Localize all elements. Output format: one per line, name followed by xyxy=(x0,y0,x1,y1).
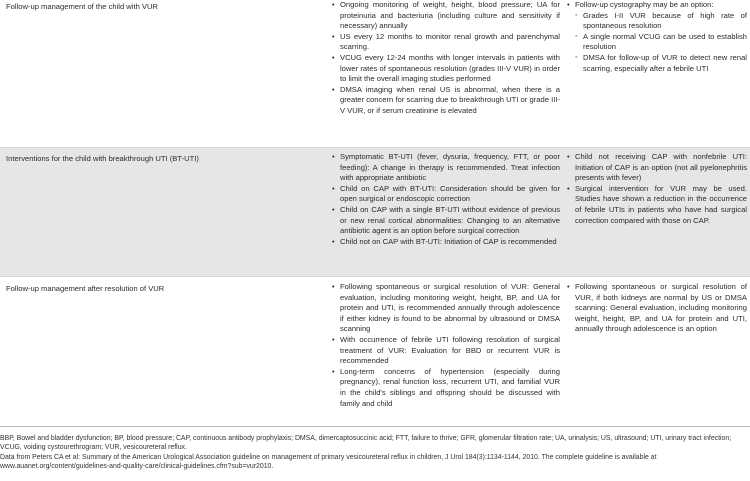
list-item: • Child on CAP with a single BT-UTI without evidence of previous or new renal cortical abnormalities: Changing to an alternative antibiotic agent is an option before surgical correction xyxy=(332,205,560,237)
row-label: Follow-up management after resolution of VUR xyxy=(6,284,165,293)
recommendations-cell xyxy=(332,0,560,117)
list-item: • Ongoing monitoring of weight, height, blood pressure; UA for proteinuria and bacteriuria (including culture and sensitivity if necessary) annually xyxy=(332,0,560,32)
sub-list-item: ◦ A single normal VCUG can be used to establish resolution xyxy=(575,32,747,53)
options-cell xyxy=(567,0,747,74)
list-item: • Child not receiving CAP with nonfebrile UTI: Initiation of CAP is an option (not all pyelonephritis presents with fever) xyxy=(567,152,747,184)
table-row xyxy=(0,277,750,427)
table-row xyxy=(0,148,750,277)
list-item: • Follow-up cystography may be an option: xyxy=(567,0,747,11)
row-label: Follow-up management of the child with VUR xyxy=(6,2,158,11)
list-item: • Following spontaneous or surgical resolution of VUR: General evaluation, including monitoring weight, height, BP, and UA for protein and UTI, is recommended annually through adolescence if either kidney is found to be abnormal by ultrasound or DMSA scanning xyxy=(332,282,560,335)
list-item: • With occurrence of febrile UTI following resolution of surgical treatment of VUR: Evaluation for BBD or recurrent VUR is recommended xyxy=(332,335,560,367)
recommendations-cell xyxy=(332,282,560,409)
list-item: • Long-term concerns of hypertension (especially during pregnancy), renal function loss, recurrent UTI, and familial VUR in the child's siblings and offspring should be discussed with family and child xyxy=(332,367,560,409)
list-item: • DMSA imaging when renal US is abnormal, when there is a greater concern for scarring due to breakthrough UTI or grade III-V VUR, or if serum creatinine is elevated xyxy=(332,85,560,117)
row-label: Interventions for the child with breakthrough UTI (BT-UTI) xyxy=(6,154,199,163)
list-item: • Surgical intervention for VUR may be used. Studies have shown a reduction in the occurrence of febrile UTIs in patients who have had surgical correction compared with those on CAP. xyxy=(567,184,747,226)
sub-list-item: ◦ DMSA for follow-up of VUR to detect new renal scarring, especially after a febrile UTI xyxy=(575,53,747,74)
source-note: Data from Peters CA et al: Summary of the American Urological Association guideline on management of primary vesicoureteral reflux in children, J Urol 184(3):1134-1144, 2010. The complete guideline is available at www.auanet.org/content/guidelines-and-quality-care/clinical-guidelines.cfm?sub=vur2010. xyxy=(0,453,657,470)
options-cell xyxy=(567,282,747,335)
table-footnote xyxy=(0,434,750,471)
list-item: • US every 12 months to monitor renal growth and parenchymal scarring. xyxy=(332,32,560,53)
table-row xyxy=(0,0,750,148)
list-item: • VCUG every 12-24 months with longer intervals in patients with lower rates of spontaneous resolution (grades III-V VUR) in order to limit the overall imaging studies performed xyxy=(332,53,560,85)
list-item: • Symptomatic BT-UTI (fever, dysuria, frequency, FTT, or poor feeding): A change in therapy is recommended. Treat infection with appropriate antibiotic xyxy=(332,152,560,184)
list-item: • Child not on CAP with BT-UTI: Initiation of CAP is recommended xyxy=(332,237,560,248)
list-item: • Child on CAP with BT-UTI: Consideration should be given for open surgical or endoscopic correction xyxy=(332,184,560,205)
abbreviations-note: BBP, Bowel and bladder dysfunction; BP, blood pressure; CAP, continuous antibody prophylaxis; DMSA, dimercaptosuccinic acid; FTT, failure to thrive; GFR, glomerular filtration rate; UA, urinalysis; US, ultrasound; UTI, urinary tract infection; VCUG, voiding cystourethrogram; VUR, vesicoureteral reflux. xyxy=(0,435,732,452)
recommendations-cell xyxy=(332,152,560,247)
sub-list-item: ◦ Grades I-II VUR because of high rate of spontaneous resolution xyxy=(575,11,747,32)
list-item: • Following spontaneous or surgical resolution of VUR, if both kidneys are normal by US or DMSA scanning: General evaluation, including monitoring weight, height, BP, and UA for protein and UTI, annually through adolescence is an option xyxy=(567,282,747,335)
options-cell xyxy=(567,152,747,226)
